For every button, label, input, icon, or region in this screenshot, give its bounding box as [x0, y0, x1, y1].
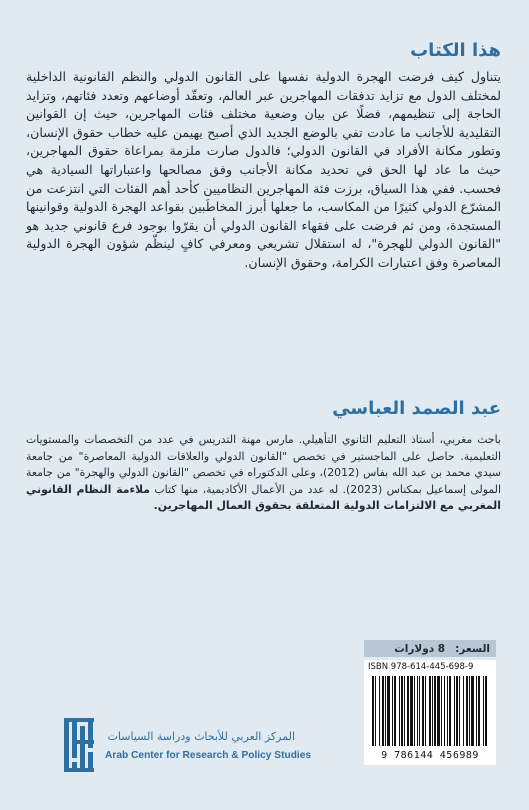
isbn-number: ISBN 978-614-445-698-9 [368, 662, 474, 672]
barcode-bar [379, 676, 380, 746]
barcode-bar [404, 676, 405, 746]
barcode-bar [456, 676, 458, 746]
publisher-logo-icon [62, 716, 100, 774]
barcode-bar [441, 676, 442, 746]
barcode-bar [375, 676, 376, 746]
about-book-title: هذا الكتاب [410, 40, 501, 61]
barcode-bar [425, 676, 426, 746]
barcode-bar [429, 676, 431, 746]
barcode-bar [476, 676, 477, 746]
barcode-bar [392, 676, 393, 746]
barcode-bar [471, 676, 474, 746]
about-book-text: يتناول كيف فرضت الهجرة الدولية نفسها على القانون الدولي والنظم القانونية الداخلية لمختلف الدول مع تزايد تدفقات المهاجرين عبر العالم، وتعقّد أوضاعهم وتعدد فئاتهم، وتزايد الحاجة إلى تنظيمهم، فضلًا عن بيان وضعية مختلف فئات المهاجرين، حيث إن القوانين التقليدية للأجانب ما عادت تفي بالوضع الجديد الذي أصبح يهيمن عليه خطاب حقوق الإنسان، وتطور مكانة الأفراد في القانون الدولي؛ فالدول صارت ملزمة بمراعاة حقوق المهاجرين، حيث ما عاد لها الحق في تحديد مكانة الأجانب وفق مصالحها واعتباراتها السيادية هي فحسب. ففي هذا السياق، برزت فئة المهاجرين النظاميين كأحد أهم الفئات التي انتزعت من المشرّع الدولي كثيرًا من المكاسب، ما جعلها أبرز المخاطَبين بقواعد الهجرة الدولية وقوانينها المستجدة، ومن ثم فرضت على فقهاء القانون الدولي أن يقرّوا بوجود فرع قانوني جديد هو "القانون الدولي للهجرة"، له استقلال تشريعي ومعرفي كافٍ لينظّم شؤون الهجرة الدولية المعاصرة وفق اعتبارات الكرامة، وحقوق الإنسان. [26, 69, 501, 270]
barcode-bar [401, 676, 403, 746]
barcode-bar [466, 676, 468, 746]
barcode-bar [463, 676, 464, 746]
barcode-bar [437, 676, 440, 746]
barcode-bar [454, 676, 455, 746]
barcode-bars [368, 676, 492, 748]
barcode-bar [382, 676, 384, 746]
barcode-bar [483, 676, 484, 746]
author-name: عبد الصمد العباسي [332, 398, 501, 419]
barcode-bar [434, 676, 436, 746]
price-value: 8 دولارات [394, 642, 446, 655]
barcode-bar [410, 676, 413, 746]
author-bio-text: باحث مغربي، أستاذ التعليم الثانوي التأهيلي. مارس مهنة التدريس في عدد من التخصصات والمستويات التعليمية. حاصل على الماجستير في تخصص "القانون الدولي والعلاقات الدولية المعاصرة" من جامعة سيدي محمد بن عبد الله بفاس (2012)، وعلى الدكتوراه في تخصص "القانون الدولي والهجرة" من جامعة المولى إسماعيل بمكناس (2023). له عدد من الأعمال الأكاديمية، منها كتاب [26, 433, 502, 496]
barcode-bar [478, 676, 480, 746]
barcode-bar [447, 676, 448, 746]
barcode-bar [372, 676, 374, 746]
publisher-name-ar: المركز العربي للأبحاث ودراسة السياسات [107, 730, 295, 743]
publisher-name-en: Arab Center for Research & Policy Studies [105, 750, 312, 761]
barcode-bar [407, 676, 409, 746]
barcode-bar [444, 676, 445, 746]
barcode-bar [459, 676, 460, 746]
price-box [364, 640, 496, 657]
barcode-bar [432, 676, 433, 746]
barcode-bar [422, 676, 424, 746]
barcode-bar [449, 676, 451, 746]
barcode-bar [485, 676, 487, 746]
barcode-digits: 9 786144 456989 [381, 750, 479, 761]
price-label: السعر: [455, 642, 490, 655]
barcode-bar [419, 676, 420, 746]
barcode-bar [469, 676, 470, 746]
author-bio [26, 432, 501, 515]
barcode-bar [417, 676, 418, 746]
author-book-title: ملاءمة النظام القانوني المغربي مع الالتزامات الدولية المتعلقة بحقوق العمال المهاجرين. [26, 482, 501, 513]
barcode-bar [387, 676, 390, 746]
barcode-bar [414, 676, 415, 746]
barcode [364, 660, 496, 765]
barcode-bar [385, 676, 386, 746]
barcode-bar [399, 676, 400, 746]
barcode-bar [394, 676, 396, 746]
